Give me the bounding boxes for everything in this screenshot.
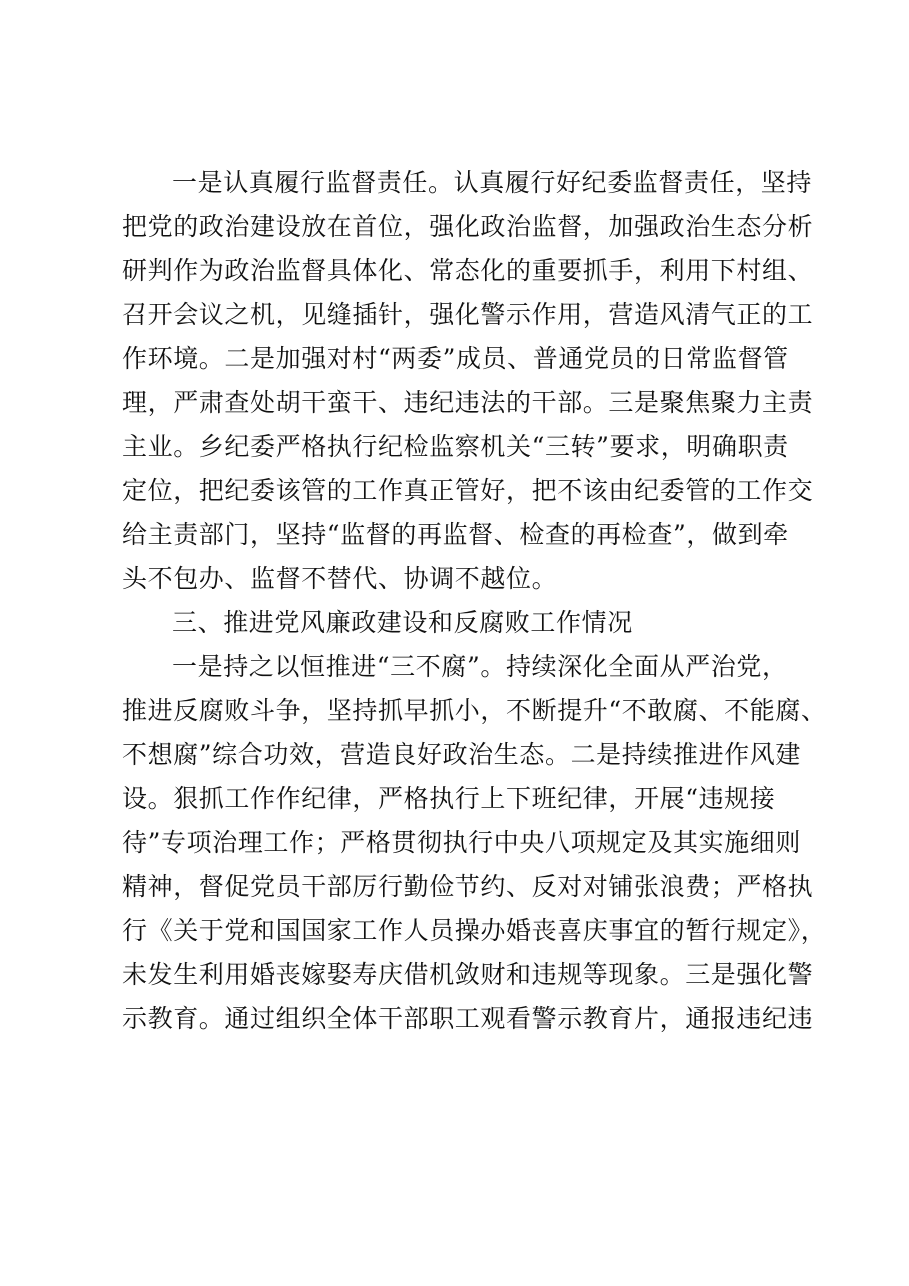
paragraph-1-line-2: 把党的政治建设放在首位，强化政治监督，加强政治生态分析: [122, 212, 814, 241]
paragraph-1-line-3: 研判作为政治监督具体化、常态化的重要抓手，利用下村组、: [122, 256, 814, 285]
paragraph-1-line-5: 作环境。二是加强对村“两委”成员、普通党员的日常监督管: [122, 344, 789, 373]
paragraph-2-line-3: 不想腐”综合功效，营造良好政治生态。二是持续推进作风建: [122, 740, 801, 769]
paragraph-2-line-4: 设。狠抓工作作纪律，严格执行上下班纪律，开展“违规接: [122, 784, 776, 813]
paragraph-1-line-9: 给主责部门，坚持“监督的再监督、检查的再检查”，做到牵: [122, 520, 789, 549]
paragraph-2-line-1: 一是持之以恒推进“三不腐”。持续深化全面从严治党，: [172, 652, 788, 681]
paragraph-1-line-10: 头不包办、监督不替代、协调不越位。: [122, 564, 558, 593]
paragraph-2-line-7: 行《关于党和国国家工作人员操办婚丧喜庆事宜的暂行规定》，: [122, 916, 827, 945]
paragraph-1-line-4: 召开会议之机，见缝插针，强化警示作用，营造风清气正的工: [122, 300, 814, 329]
paragraph-2-line-6: 精神，督促党员干部厉行勤俭节约、反对对铺张浪费；严格执: [122, 872, 814, 901]
paragraph-1-line-6: 理，严肃查处胡干蛮干、违纪违法的干部。三是聚焦聚力主责: [122, 388, 814, 417]
paragraph-2-line-2: 推进反腐败斗争，坚持抓早抓小，不断提升“不敢腐、不能腐、: [122, 696, 827, 725]
section-heading: 三、推进党风廉政建设和反腐败工作情况: [172, 608, 633, 637]
paragraph-1-line-1: 一是认真履行监督责任。认真履行好纪委监督责任，坚持: [172, 168, 813, 197]
paragraph-2-line-8: 未发生利用婚丧嫁娶寿庆借机敛财和违规等现象。三是强化警: [122, 960, 814, 989]
paragraph-2-line-9: 示教育。通过组织全体干部职工观看警示教育片，通报违纪违: [122, 1004, 814, 1033]
paragraph-1-line-8: 定位，把纪委该管的工作真正管好，把不该由纪委管的工作交: [122, 476, 814, 505]
paragraph-1-line-7: 主业。乡纪委严格执行纪检监察机关“三转”要求，明确职责: [122, 432, 789, 461]
paragraph-2-line-5: 待”专项治理工作；严格贯彻执行中央八项规定及其实施细则: [122, 828, 801, 857]
